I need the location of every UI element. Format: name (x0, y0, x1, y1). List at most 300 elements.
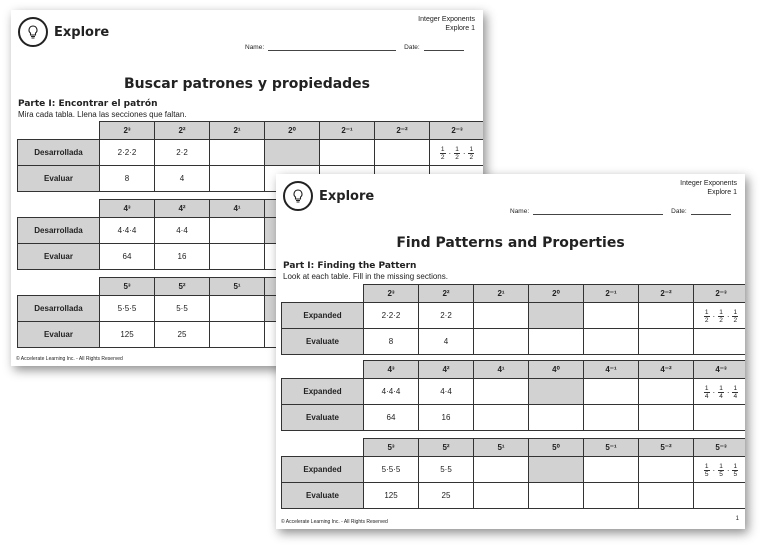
fraction-numerator: 1 (733, 385, 738, 392)
power-header (529, 439, 584, 457)
multiply-dot: · (393, 387, 396, 396)
multiply-dot: · (386, 387, 389, 396)
value: 64 (122, 252, 132, 261)
value: 25 (177, 330, 187, 339)
name-date-row (510, 208, 731, 215)
corner-blank (282, 285, 364, 303)
power-header (320, 122, 375, 140)
factor: 4 (176, 226, 181, 235)
multiply-dot: · (712, 388, 716, 397)
factor: 2 (388, 311, 394, 320)
power-label: 2⁻² (396, 126, 408, 135)
factor: 2 (131, 148, 137, 157)
evaluate-cell[interactable] (529, 329, 584, 355)
expanded-cell[interactable] (474, 379, 529, 405)
value: 16 (441, 413, 451, 422)
row-label-expanded (18, 140, 100, 166)
expanded-cell[interactable] (100, 140, 155, 166)
evaluate-cell[interactable] (474, 405, 529, 431)
evaluate-cell[interactable] (155, 322, 210, 348)
power-header (694, 439, 746, 457)
fraction-product (440, 146, 474, 161)
fraction (718, 385, 724, 400)
fraction-numerator: 1 (733, 463, 738, 470)
expanded-cell[interactable] (364, 303, 419, 329)
row-label-expanded (18, 218, 100, 244)
power-header (430, 122, 484, 140)
fraction-numerator: 1 (704, 309, 709, 316)
factor: 4 (117, 226, 123, 235)
part-heading: Part I: Finding the Pattern (283, 261, 417, 271)
multiply-dot: · (180, 226, 184, 235)
name-label: Name: (245, 44, 265, 51)
power-label: 5² (178, 282, 186, 291)
power-label: 2⁻¹ (605, 289, 617, 298)
multiply-dot: · (129, 226, 132, 235)
evaluate-cell[interactable] (584, 329, 639, 355)
power-label: 4¹ (497, 365, 505, 374)
fraction-numerator: 1 (719, 385, 723, 392)
corner-blank (18, 122, 100, 140)
evaluate-cell[interactable] (419, 329, 474, 355)
factor: 5 (440, 465, 445, 474)
power-label: 4⁻² (660, 365, 672, 374)
multiply-dot: · (444, 387, 448, 396)
evaluate-cell[interactable] (364, 329, 419, 355)
power-label: 2² (442, 289, 450, 298)
multiply-dot: · (122, 304, 125, 313)
expanded-cell[interactable] (155, 296, 210, 322)
fraction (704, 385, 710, 400)
factor: 4 (447, 387, 452, 396)
expanded-cell[interactable] (584, 303, 639, 329)
power-header (694, 361, 746, 379)
multiply-dot: · (129, 148, 132, 157)
fraction (732, 385, 738, 400)
fraction-denominator: 5 (704, 471, 709, 478)
power-label: 5³ (387, 443, 395, 452)
fraction-denominator: 5 (719, 471, 723, 478)
fraction (718, 309, 724, 324)
expanded-cell[interactable] (639, 457, 694, 483)
row-label-expanded (282, 457, 364, 483)
multiply-dot: · (444, 465, 448, 474)
evaluate-cell[interactable] (694, 483, 746, 509)
row-label-expanded (282, 303, 364, 329)
evaluate-cell[interactable] (474, 483, 529, 509)
power-label: 4⁻¹ (605, 365, 617, 374)
fraction-denominator: 2 (440, 154, 445, 161)
activity: Explore 1 (445, 25, 475, 32)
expanded-row (282, 379, 746, 405)
row-label-expanded (282, 379, 364, 405)
fraction-product (704, 309, 738, 324)
value: 4 (443, 337, 449, 346)
fraction (718, 463, 724, 478)
power-label: 2¹ (497, 289, 505, 298)
fraction (704, 309, 710, 324)
power-label: 4³ (387, 365, 395, 374)
factor: 2 (183, 148, 188, 157)
fraction (704, 463, 710, 478)
page-title: Buscar patrones y propiedades (123, 76, 371, 92)
expanded-cell[interactable] (584, 457, 639, 483)
expanded-cell[interactable] (419, 379, 474, 405)
header-row (282, 285, 746, 303)
fraction-product (704, 463, 738, 478)
value: 125 (384, 491, 398, 500)
power-header (210, 200, 265, 218)
fraction-denominator: 2 (469, 154, 474, 161)
header-logo (283, 181, 374, 211)
value: 8 (124, 174, 130, 183)
expanded-cell[interactable] (639, 303, 694, 329)
factor: 5 (176, 304, 181, 313)
row-label: Expanded (303, 465, 342, 474)
explore-label: Explore (319, 188, 375, 204)
evaluate-cell[interactable] (694, 329, 746, 355)
lightbulb-icon (283, 181, 313, 211)
value: 8 (388, 337, 394, 346)
power-label: 2¹ (233, 126, 241, 135)
expanded-cell[interactable] (155, 218, 210, 244)
topic: Integer Exponents (680, 180, 737, 187)
power-label: 4⁻³ (715, 365, 727, 374)
expanded-cell[interactable] (364, 379, 419, 405)
multiply-dot: · (726, 466, 730, 475)
evaluate-cell[interactable] (639, 329, 694, 355)
lightbulb-icon (18, 17, 48, 47)
row-label-expanded (18, 296, 100, 322)
factor: 4 (131, 226, 137, 235)
power-header (584, 285, 639, 303)
evaluate-cell[interactable] (210, 244, 265, 270)
factor: 4 (388, 387, 394, 396)
value: 16 (177, 252, 187, 261)
evaluate-cell[interactable] (100, 244, 155, 270)
value: 64 (386, 413, 396, 422)
power-label: 2³ (123, 126, 131, 135)
evaluate-cell[interactable] (100, 322, 155, 348)
evaluate-cell[interactable] (584, 483, 639, 509)
fraction-denominator: 2 (733, 317, 738, 324)
expanded-cell[interactable] (419, 457, 474, 483)
fraction-denominator: 4 (704, 393, 709, 400)
expanded-cell[interactable] (529, 457, 584, 483)
factor: 5 (381, 465, 387, 474)
power-header (155, 122, 210, 140)
row-label: Evaluar (44, 330, 73, 339)
expanded-cell[interactable] (584, 379, 639, 405)
instructions: Look at each table. Fill in the missing sections. (283, 272, 448, 281)
row-label: Desarrollada (34, 304, 83, 313)
power-header (155, 278, 210, 296)
table-2 (281, 360, 745, 431)
evaluate-row (282, 405, 746, 431)
power-label: 5⁻² (660, 443, 672, 452)
power-label: 2² (178, 126, 186, 135)
corner-blank (18, 200, 100, 218)
copyright: © Accelerate Learning Inc. - All Rights Reserved (16, 356, 123, 362)
date-line[interactable] (424, 44, 464, 51)
fraction-numerator: 1 (704, 385, 709, 392)
fraction-numerator: 1 (469, 146, 474, 153)
row-label-evaluate (18, 322, 100, 348)
row-label: Expanded (303, 387, 342, 396)
power-header (639, 285, 694, 303)
power-label: 5⁻³ (715, 443, 727, 452)
fraction-denominator: 2 (719, 317, 723, 324)
factor: 4 (381, 387, 387, 396)
evaluate-cell[interactable] (639, 405, 694, 431)
evaluate-cell[interactable] (364, 483, 419, 509)
expanded-cell[interactable] (100, 296, 155, 322)
expanded-row (282, 457, 746, 483)
expanded-cell[interactable] (639, 379, 694, 405)
power-label: 4² (178, 204, 186, 213)
expanded-row (282, 303, 746, 329)
row-label: Desarrollada (34, 148, 83, 157)
power-header (584, 361, 639, 379)
page-title: Find Patterns and Properties (396, 235, 625, 251)
evaluate-cell[interactable] (155, 244, 210, 270)
power-header (474, 285, 529, 303)
multiply-dot: · (122, 148, 125, 157)
part-heading: Parte I: Encontrar el patrón (18, 99, 158, 109)
topic-block (680, 179, 737, 197)
evaluate-cell[interactable] (474, 329, 529, 355)
fraction-numerator: 1 (440, 146, 445, 153)
evaluate-cell[interactable] (364, 405, 419, 431)
factor: 2 (176, 148, 181, 157)
corner-blank (282, 439, 364, 457)
fraction (454, 146, 460, 161)
activity: Explore 1 (707, 189, 737, 196)
multiply-dot: · (448, 149, 452, 158)
expanded-cell[interactable] (694, 457, 746, 483)
evaluate-cell[interactable] (529, 405, 584, 431)
factor: 2 (395, 311, 401, 320)
row-label-evaluate (282, 483, 364, 509)
multiply-dot: · (393, 465, 396, 474)
evaluate-row (282, 483, 746, 509)
power-header (474, 439, 529, 457)
power-label: 2⁻¹ (341, 126, 353, 135)
factor: 4 (395, 387, 401, 396)
fraction (468, 146, 474, 161)
name-label: Name: (510, 208, 530, 215)
table-3 (281, 438, 745, 509)
expanded-cell[interactable] (320, 140, 375, 166)
power-header (419, 361, 474, 379)
power-header (639, 439, 694, 457)
evaluate-cell[interactable] (210, 166, 265, 192)
expanded-cell[interactable] (100, 218, 155, 244)
expanded-cell[interactable] (364, 457, 419, 483)
name-line[interactable] (533, 208, 663, 215)
factor: 2 (124, 148, 130, 157)
table-1 (281, 284, 745, 355)
power-header (474, 361, 529, 379)
expanded-cell[interactable] (419, 303, 474, 329)
factor: 2 (440, 311, 445, 320)
power-header (639, 361, 694, 379)
power-header (529, 285, 584, 303)
evaluate-cell[interactable] (210, 322, 265, 348)
expanded-cell[interactable] (210, 296, 265, 322)
power-header (210, 122, 265, 140)
row-label: Evaluar (44, 252, 73, 261)
evaluate-cell[interactable] (155, 166, 210, 192)
expanded-cell[interactable] (694, 303, 746, 329)
fraction-denominator: 4 (719, 393, 723, 400)
expanded-cell[interactable] (474, 303, 529, 329)
topic: Integer Exponents (418, 16, 475, 23)
power-label: 2⁰ (552, 289, 560, 298)
value: 4 (179, 174, 185, 183)
instructions: Mira cada tabla. Llena las secciones que faltan. (18, 110, 187, 119)
evaluate-cell[interactable] (584, 405, 639, 431)
date-line[interactable] (691, 208, 731, 215)
power-label: 2⁰ (288, 126, 296, 135)
power-header (100, 278, 155, 296)
factor: 2 (447, 311, 452, 320)
expanded-cell[interactable] (474, 457, 529, 483)
multiply-dot: · (180, 304, 184, 313)
row-label-evaluate (282, 329, 364, 355)
power-header (100, 122, 155, 140)
value: 25 (441, 491, 451, 500)
name-line[interactable] (268, 44, 396, 51)
fraction-denominator: 4 (733, 393, 738, 400)
header-logo (18, 17, 109, 47)
fraction-product (704, 385, 738, 400)
fraction (440, 146, 446, 161)
row-label: Evaluate (306, 337, 339, 346)
multiply-dot: · (726, 312, 730, 321)
topic-block (418, 15, 475, 33)
expanded-cell[interactable] (694, 379, 746, 405)
power-header (100, 200, 155, 218)
fraction-numerator: 1 (719, 463, 723, 470)
date-label: Date: (671, 208, 687, 215)
multiply-dot: · (712, 466, 716, 475)
evaluate-cell[interactable] (694, 405, 746, 431)
power-header (529, 361, 584, 379)
expanded-cell[interactable] (430, 140, 484, 166)
expanded-cell[interactable] (265, 140, 320, 166)
fraction-numerator: 1 (704, 463, 709, 470)
expanded-cell[interactable] (210, 218, 265, 244)
fraction-denominator: 2 (455, 154, 459, 161)
header-row (282, 439, 746, 457)
header-row (282, 361, 746, 379)
power-label: 4² (442, 365, 450, 374)
evaluate-cell[interactable] (419, 483, 474, 509)
power-header (375, 122, 430, 140)
evaluate-row (282, 329, 746, 355)
power-label: 2⁻³ (451, 126, 463, 135)
factor: 5 (388, 465, 394, 474)
page-number: 1 (735, 516, 739, 522)
power-header (210, 278, 265, 296)
explore-label: Explore (54, 24, 110, 40)
evaluate-cell[interactable] (529, 483, 584, 509)
corner-blank (282, 361, 364, 379)
fraction-numerator: 1 (733, 309, 738, 316)
power-header (584, 439, 639, 457)
fraction-denominator: 2 (704, 317, 709, 324)
power-header (364, 439, 419, 457)
fraction (732, 463, 738, 478)
factor: 5 (183, 304, 188, 313)
date-label: Date: (404, 44, 420, 51)
multiply-dot: · (129, 304, 132, 313)
power-label: 2³ (387, 289, 395, 298)
multiply-dot: · (444, 311, 448, 320)
power-label: 2⁻³ (715, 289, 727, 298)
multiply-dot: · (180, 148, 184, 157)
factor: 5 (395, 465, 401, 474)
multiply-dot: · (462, 149, 466, 158)
power-label: 5³ (123, 282, 131, 291)
factor: 4 (440, 387, 445, 396)
factor: 5 (131, 304, 137, 313)
multiply-dot: · (386, 465, 389, 474)
power-header (364, 285, 419, 303)
power-header (694, 285, 746, 303)
expanded-cell[interactable] (529, 303, 584, 329)
factor: 4 (183, 226, 188, 235)
power-label: 2⁻² (660, 289, 672, 298)
power-header (419, 439, 474, 457)
row-label: Evaluate (306, 413, 339, 422)
expanded-cell[interactable] (155, 140, 210, 166)
name-date-row (245, 44, 464, 51)
power-header (265, 122, 320, 140)
expanded-cell[interactable] (529, 379, 584, 405)
power-label: 4⁰ (552, 365, 560, 374)
factor: 5 (117, 304, 123, 313)
row-label-evaluate (18, 166, 100, 192)
multiply-dot: · (712, 312, 716, 321)
power-label: 4¹ (233, 204, 241, 213)
row-label: Desarrollada (34, 226, 83, 235)
power-label: 5² (442, 443, 450, 452)
fraction (732, 309, 738, 324)
expanded-cell[interactable] (210, 140, 265, 166)
row-label: Expanded (303, 311, 342, 320)
fraction-numerator: 1 (719, 309, 723, 316)
power-header (155, 200, 210, 218)
factor: 2 (117, 148, 123, 157)
row-label: Evaluar (44, 174, 73, 183)
evaluate-cell[interactable] (100, 166, 155, 192)
multiply-dot: · (386, 311, 389, 320)
copyright: © Accelerate Learning Inc. - All Rights Reserved (281, 519, 388, 525)
expanded-row (18, 140, 484, 166)
row-label-evaluate (18, 244, 100, 270)
factor: 5 (447, 465, 452, 474)
evaluate-cell[interactable] (419, 405, 474, 431)
evaluate-cell[interactable] (639, 483, 694, 509)
row-label-evaluate (282, 405, 364, 431)
multiply-dot: · (393, 311, 396, 320)
expanded-cell[interactable] (375, 140, 430, 166)
multiply-dot: · (122, 226, 125, 235)
row-label: Evaluate (306, 491, 339, 500)
power-label: 5⁻¹ (605, 443, 617, 452)
